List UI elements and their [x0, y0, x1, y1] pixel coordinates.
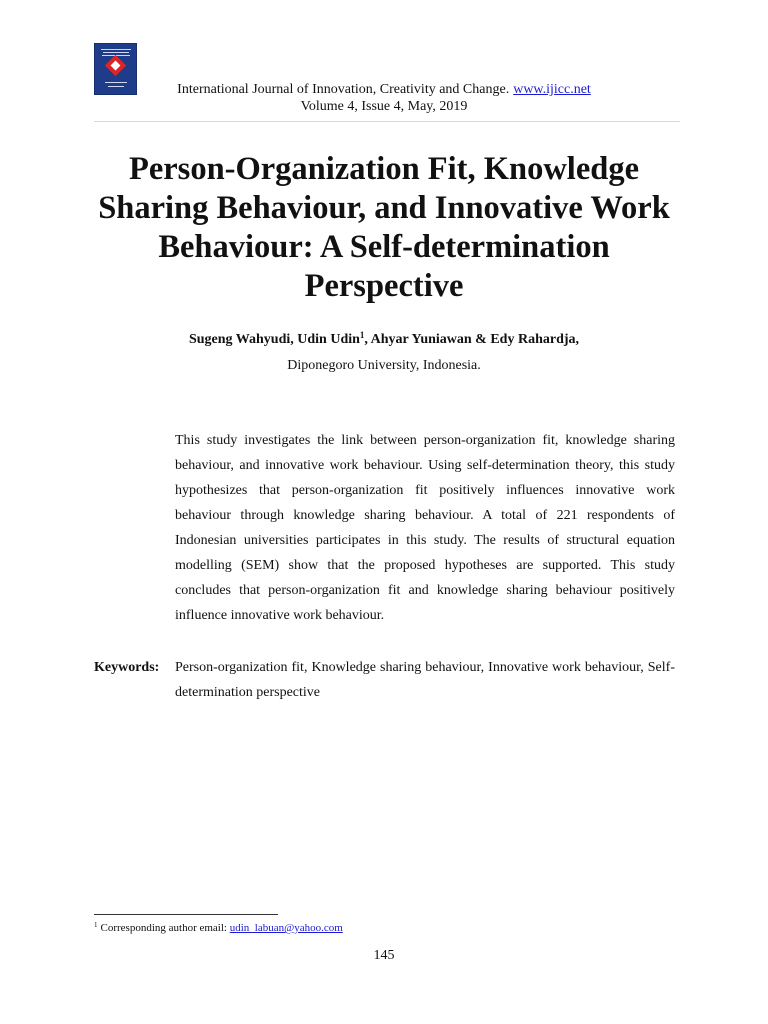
- footnote-label: Corresponding author email:: [100, 922, 230, 934]
- footnote-marker[interactable]: 1: [359, 330, 365, 340]
- journal-volume: Volume 4, Issue 4, May, 2019: [300, 99, 468, 114]
- journal-url-link[interactable]: www.ijicc.net: [513, 82, 591, 97]
- journal-name: International Journal of Innovation, Creativity and Change.: [177, 82, 510, 97]
- footnote: [94, 921, 343, 935]
- abstract-text: This study investigates the link between person-organization fit, knowledge sharing behaviour, and innovative work behaviour. Using self-determination theory, this study hypothesizes that person-organization fit positively influences innovative work behaviour through knowledge sharing behaviour. A total of 221 respondents of Indonesian universities participates in this study. The results of structural equation modelling (SEM) show that the proposed hypotheses are supported. This study concludes that person-organization fit and knowledge sharing behaviour positively influence innovative work behaviour.: [175, 433, 675, 623]
- journal-header: [0, 81, 768, 98]
- corresponding-email-link[interactable]: udin_labuan@yahoo.com: [229, 922, 343, 934]
- paper-title: Person-Organization Fit, Knowledge Sharing Behaviour, and Innovative Work Behaviour: A Self-determination Perspective: [98, 151, 670, 304]
- affiliation: Diponegoro University, Indonesia.: [287, 358, 481, 373]
- header-divider: [94, 121, 680, 122]
- page-number: 145: [373, 948, 395, 963]
- author-list: [0, 331, 768, 348]
- authors-rest: , Ahyar Yuniawan & Edy Rahardja,: [364, 332, 580, 347]
- keywords-text: Person-organization fit, Knowledge sharing behaviour, Innovative work behaviour, Self-determination perspective: [175, 660, 675, 700]
- footnote-number: 1: [94, 921, 98, 929]
- keywords-label: Keywords:: [94, 660, 160, 675]
- footnote-divider: [94, 914, 278, 915]
- authors-first: Sugeng Wahyudi, Udin Udin: [188, 332, 360, 347]
